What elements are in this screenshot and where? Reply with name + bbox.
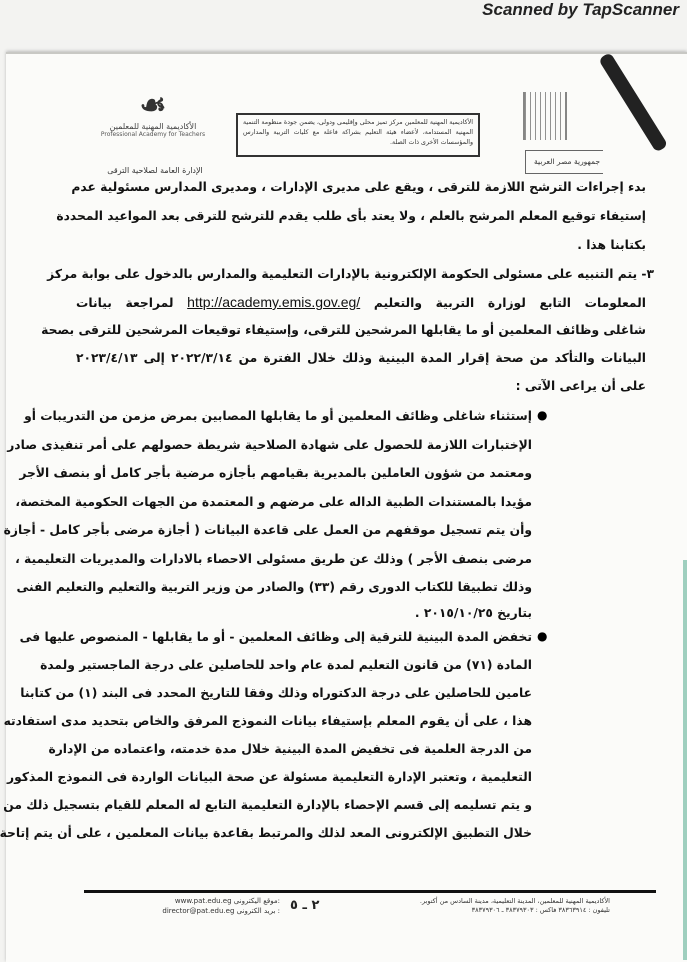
bullet-icon: ● [537,629,548,643]
footer-address-line: الأكاديمية المهنية للمعلمين، المدينة التعليمية، مدينة السادس من أكتوبر. [419,897,610,905]
body-line: إستيفاء توقيع المعلم المرشح بالعلم ، ولا يعتد بأى طلب يقدم للترشح للترقى بعد المواعيد المحددة [56,209,646,223]
bullet1-line: ومعتمد من شؤون العاملين بالمديرية بقيامهم بأجازه مرضية بأجر كامل أو بنصف الأجر [19,466,532,480]
item3-line [76,293,646,311]
bullet1-line: مرضى بنصف الأجر ) وذلك عن طريق مسئولى الاحصاء بالادارات والمديريات التعليمية ، [15,552,532,566]
bullet2-line: المادة (٧١) من قانون التعليم لمدة عام واحد للحاصلين على درجة الماجستير ولمدة [40,658,532,672]
scan-edge [683,560,687,960]
bullet1-line: بتاريخ ٢٠١٥/١٠/٢٥ . [414,606,532,620]
state-emblem-icon [523,92,567,140]
academy-logo [98,90,208,138]
body-line: بكتابنا هذا . [577,238,646,252]
item3-text: المعلومات التابع لوزارة التربية والتعليم [373,296,647,310]
website-link[interactable]: www.pat.edu.eg [174,897,232,905]
bullet2-line: التعليمية ، وتعتبر الإدارة التعليمية مسئولة عن صحة البيانات الواردة فى النموذج المذكور [7,770,532,784]
bullet-icon: ● [537,408,548,422]
email-link[interactable]: director@pat.edu.eg [162,907,235,915]
bullet1-line: إستثناء شاغلى وظائف المعلمين أو ما يقابلها المصابين بمرض مزمن من التدريبات أو [24,409,532,423]
email-label: بريد الكترونى : [236,907,280,915]
footer-contact [130,896,280,916]
item3-line: شاغلى وظائف المعلمين أو ما يقابلها المرشحين للترقى، وإستيفاء توقيعات المرشحين للترقى بصحة [41,323,646,337]
scanner-watermark: Scanned by TapScanner [482,0,679,19]
item3-line: البيانات والتأكد من صحة إقرار المدة البينية وذلك خلال الفترة من ٢٠٢٢/٣/١٤ إلى ٢٠٢٣/٤/١٣ [76,351,646,365]
logo-arabic-name: الأكاديمية المهنية للمعلمين [109,122,197,131]
bullet1-line: الإختبارات اللازمة للحصول على شهادة الصلاحية شريطة حصولهم على أمر تنفيذى صادر [7,438,532,452]
body-line: بدء إجراءات الترشح اللازمة للترقى ، ويقع على مديرى الإدارات ، ومديرى المدارس مسئولية عدم [71,180,646,194]
item3-text: لمراجعة بيانات [76,296,174,310]
item3-line: على أن يراعى الآتى : [515,379,646,393]
department-label: الإدارة العامة لصلاحية الترقى [107,166,203,175]
bullet2-line: عامين للحاصلين على درجة الدكتوراه وذلك وفقا للتاريخ المحدد فى البند (١) من كتابنا [20,686,532,700]
footer-phones: تليفون : ٣٨٣٦٣٩١٤ فاكس : ٣٨٣٧٩٣٠٣ ـ ٣٨٣٧٩٣٠٦ [471,906,610,914]
footer-address [330,897,610,915]
vision-statement-box: الأكاديمية المهنية للمعلمين مركز تميز محلى وإقليمى ودولى، يضمن جودة منظومة التنمية المهنية المستدامة، لأعضاء هيئة التعليم بشراكة فاعلة مع كليات التربية والمدارس والمؤسسات الأخرى ذات الصلة. [236,113,480,157]
website-label: موقع اليكترونى: [233,897,280,905]
logo-calligraphy-icon: ☙ [139,88,167,123]
bullet2-line: من الدرجة العلمية فى تخفيض المدة البينية خلال مدة خدمته، واعتماده من الإدارة [48,742,532,756]
portal-link[interactable]: http://academy.emis.gov.eg/ [187,294,361,310]
country-label: جمهورية مصر العربية [525,150,603,174]
bullet1-line: وذلك تطبيقا للكتاب الدورى رقم (٣٣) والصادر من وزير التربية والتعليم والتعليم الفنى [16,580,532,594]
item3-line: ٣- يتم التنبيه على مسئولى الحكومة الإلكترونية بالإدارات التعليمية والمدارس بالدخول على بوابة مركز [47,267,654,281]
bullet1-line: مؤيدا بالمستندات الطبية الداله على مرضهم و المعتمدة من الجهات الحكومية المختصة، [15,495,532,509]
page-number: ٢ ـ ٥ [290,898,320,913]
bullet2-line: و يتم تسليمه إلى قسم الإحصاء بالإدارة التعليمية التابع له المعلم للقيام بتسجيل ذلك من [3,798,532,812]
bullet2-line: هذا ، على أن يقوم المعلم بإستيفاء بيانات النموذج المرفق والخاص بتحديد مدى استفادته [3,714,532,728]
footer-divider [84,890,656,893]
bullet2-line: خلال التطبيق الإلكترونى المعد لذلك والمرتبط بقاعدة بيانات المعلمين ، على أن يتم إتاحة [0,826,532,840]
logo-english-name: Professional Academy for Teachers [100,131,206,138]
bullet2-line: تخفض المدة البينية للترقية إلى وظائف المعلمين - أو ما يقابلها - المنصوص عليها فى [19,630,532,644]
bullet1-line: وأن يتم تسجيل موقفهم من العمل على قاعدة البيانات ( أجازة مرضى بأجر كامل - أجازة [3,523,532,537]
